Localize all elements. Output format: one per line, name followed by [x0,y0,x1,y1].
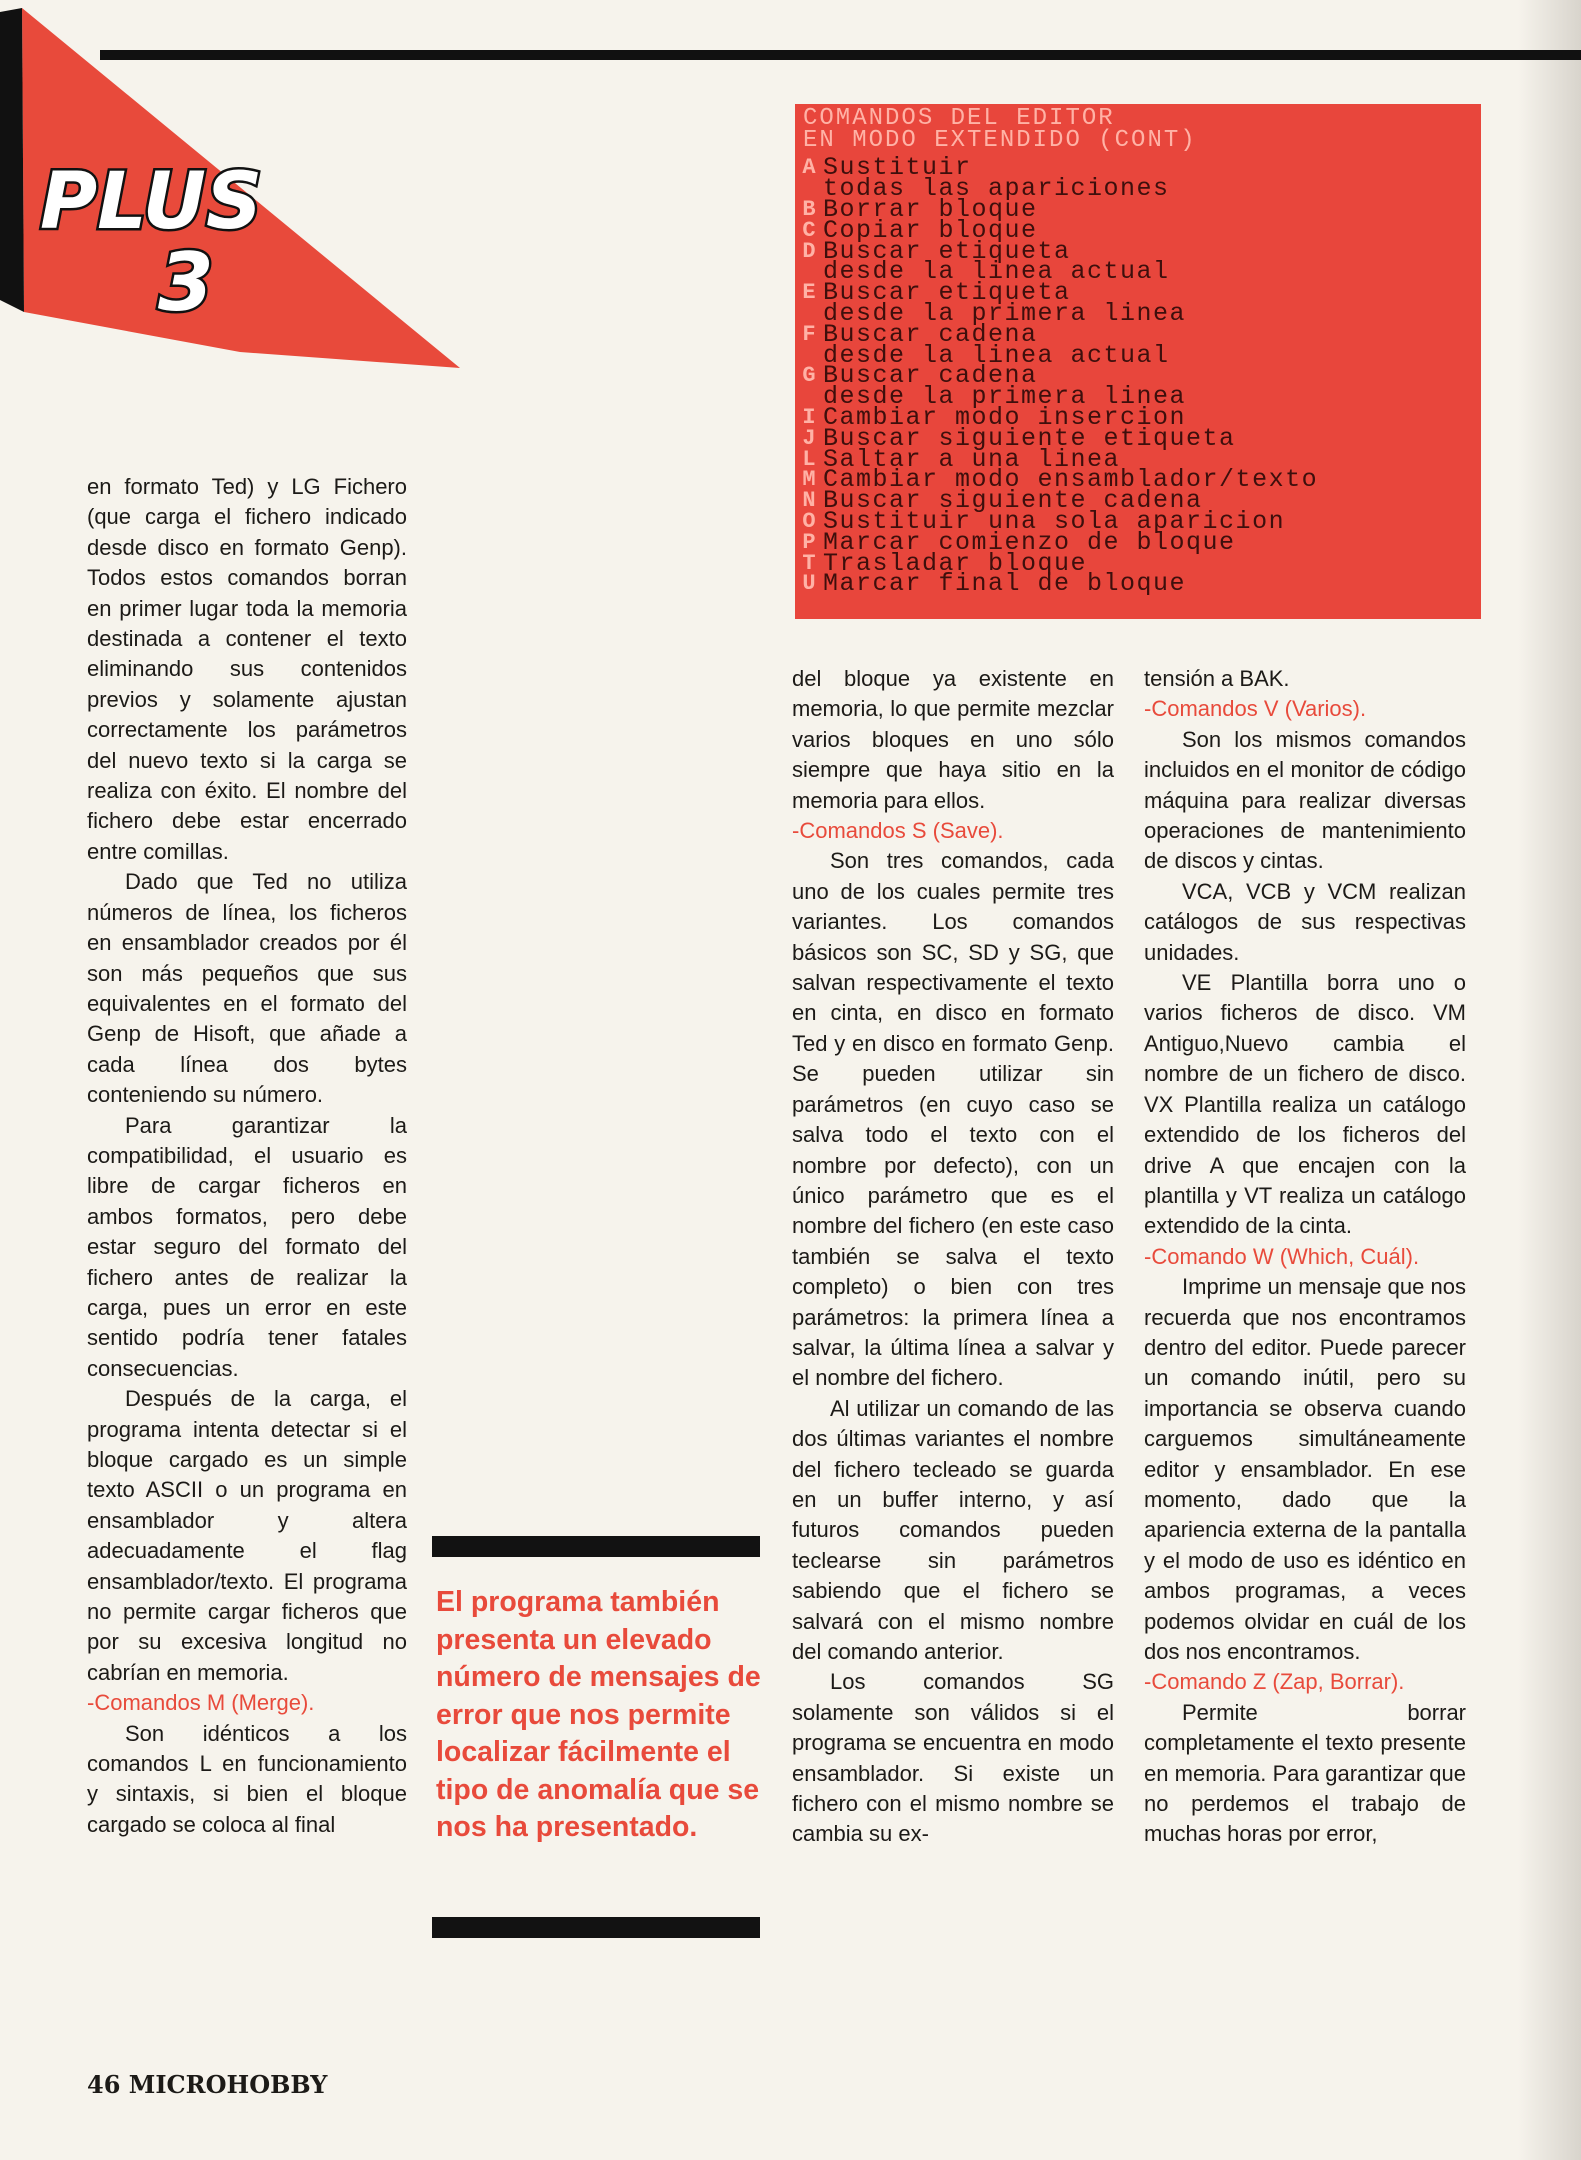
screen-line-text: Marcar comienzo de bloque [823,527,1236,557]
col3-paragraph-3: Al utilizar un comando de las dos últimas variantes el nombre del fichero tecleado se guarda en un buffer interno, y así futuros comandos pueden teclearse sin parámetros sabiendo que el fichero se salvará con el mismo nombre del comando anterior. [792,1395,1114,1664]
screen-line-text: Buscar cadena [823,319,1038,349]
col4-paragraph-2: Son los mismos comandos incluidos en el monitor de código máquina para realizar diversas operaciones de mantenimiento de discos y cintas. [1144,726,1466,874]
column-3 [792,664,1114,1850]
screen-line-key: D [802,238,816,264]
screen-line-text: Buscar etiqueta [823,278,1071,308]
col1-paragraph-3: Para garantizar la compatibilidad, el usuario es libre de cargar ficheros en ambos formatos, pero debe estar seguro del formato del fichero antes de realizar la carga, pues un error en este sentido podría tener fatales consecuencias. [87,1112,407,1381]
column-1 [87,472,407,1840]
screen-line-key: I [802,404,816,430]
col4-paragraph-6: Permite borrar completamente el texto presente en memoria. Para garantizar que no perdemos el trabajo de muchas horas por error, [1144,1699,1466,1847]
screen-line-text: Marcar final de bloque [823,569,1187,599]
col4-paragraph-4: VE Plantilla borra uno o varios ficheros de disco. VM Antiguo,Nuevo cambia el nombre de un fichero de disco. VX Plantilla realiza un catálogo extendido de los ficheros del drive A que encajen con la plantilla y VT realiza un catálogo extendido de la cinta. [1144,970,1466,1239]
logo-plus-text: PLUS [40,157,263,247]
col1-paragraph-5: Son idénticos a los comandos L en funcionamiento y sintaxis, si bien el bloque cargado se coloca al final [87,1720,407,1837]
screen-line-key: F [802,321,816,347]
pull-quote: El programa también presenta un elevado número de mensajes de error que nos permite localizar fácilmente el tipo de anomalía que se nos ha presentado. [436,1586,761,1843]
col1-paragraph-1: en formato Ted) y LG Fichero (que carga el fichero indicado desde disco en formato Genp). Todos estos comandos borran en primer lugar toda la memoria destinada a contener el texto eliminando sus contenidos previos y solamente ajustan correctamente los parámetros del nuevo texto si la carga se realiza con éxito. El nombre del fichero debe estar encerrado entre comillas. [87,474,407,864]
pullquote-top-bar [432,1536,760,1557]
screen-line-text: Saltar a una linea [823,444,1121,474]
screen-line-text: desde la linea actual [823,340,1170,370]
screen-header [795,104,1481,152]
screen-line-key: J [802,425,816,451]
page-number: 46 [87,2070,121,2099]
screen-line-text: desde la linea actual [823,257,1170,287]
screen-line-text: Buscar cadena [823,361,1038,391]
col4-paragraph-5: Imprime un mensaje que nos recuerda que nos encontramos dentro del editor. Puede parecer un comando inútil, pero su importancia se observa cuando carguemos simultáneamente editor y ensamblador. En ese momento, dado que la apariencia externa de la pantalla y el modo de uso es idéntico en ambos programas, a veces podemos olvidar en cuál de los dos nos encontramos. [1144,1274,1466,1664]
col3-paragraph-4: Los comandos SG solamente son válidos si el programa se encuentra en modo ensamblador. Si existe un fichero con el mismo nombre se cambia su ex- [792,1669,1114,1847]
screen-line-key: P [802,529,816,555]
plus3-logo [0,0,480,380]
screen-line-text: todas las apariciones [823,174,1170,204]
column-4 [1144,664,1466,1850]
screen-line-key: G [802,363,816,389]
screen-line-text: Sustituir [823,153,972,183]
screen-line-text: Cambiar modo insercion [823,402,1187,432]
section-heading-save: -Comandos S (Save). [792,818,1004,844]
section-heading-zap: -Comando Z (Zap, Borrar). [1144,1669,1405,1695]
editor-screenshot [795,104,1481,619]
screen-header-line-1: COMANDOS DEL EDITOR [803,105,1115,132]
screen-line-key: A [802,155,816,181]
screen-line-text: Borrar bloque [823,194,1038,224]
screen-line-key: E [802,280,816,306]
col3-paragraph-2: Son tres comandos, cada uno de los cuales permite tres variantes. Los comandos básicos son SC, SD y SG, que salvan respectivamente el texto en cinta, en disco en formato Ted y en disco en formato Genp. Se pueden utilizar sin parámetros (en cuyo caso se salva todo el texto con el nombre por defecto), con un único parámetro que es el nombre del fichero (en este caso también se salva el texto completo) o bien con tres parámetros: la primera línea a salvar, la última línea a salvar y el nombre del fichero. [792,848,1114,1391]
section-heading-which: -Comando W (Which, Cuál). [1144,1243,1420,1269]
pullquote-bottom-bar [432,1917,760,1938]
screen-line-key: N [802,488,816,514]
page-gutter-shadow [1518,0,1581,2160]
screen-header-line-2: EN MODO EXTENDIDO (CONT) [803,127,1197,154]
screen-line-text: desde la primera linea [823,298,1187,328]
screen-command-list [795,152,1481,599]
screen-line-text: Copiar bloque [823,215,1038,245]
col1-paragraph-4: Después de la carga, el programa intenta detectar si el bloque cargado es un simple texto ASCII o un programa en ensamblador y altera adecuadamente el flag ensamblador/texto. El programa no permite cargar ficheros que por su excesiva longitud no cabrían en memoria. [87,1386,407,1685]
screen-line-text: Buscar siguiente cadena [823,486,1203,516]
page-footer [87,2070,327,2099]
screen-line [795,569,1481,599]
screen-line-key: L [802,446,816,472]
screen-line-key: B [802,196,816,222]
screen-line-text: Buscar etiqueta [823,236,1071,266]
section-heading-merge: -Comandos M (Merge). [87,1690,315,1716]
screen-line-text: Cambiar modo ensamblador/texto [823,465,1319,495]
col3-paragraph-1: del bloque ya existente en memoria, lo que permite mezclar varios bloques en uno sólo siempre que haya sitio en la memoria para ellos. [792,666,1114,813]
col4-paragraph-1: tensión a BAK. [1144,666,1290,691]
logo-black-edge [0,8,24,312]
section-heading-varios: -Comandos V (Varios). [1144,696,1367,722]
screen-line-text: Buscar siguiente etiqueta [823,423,1236,453]
magazine-name: MICROHOBBY [128,2070,328,2099]
screen-line-key: U [802,571,816,597]
screen-line-text: Sustituir una sola aparicion [823,506,1286,536]
screen-line-text: Trasladar bloque [823,548,1088,578]
screen-line-key: C [802,217,816,243]
screen-line-text: desde la primera linea [823,382,1187,412]
screen-line-key: T [802,550,816,576]
screen-line-key: M [802,467,816,493]
col4-paragraph-3: VCA, VCB y VCM realizan catálogos de sus respectivas unidades. [1144,878,1466,965]
col1-paragraph-2: Dado que Ted no utiliza números de línea, los ficheros en ensamblador creados por él son más pequeños que sus equivalentes en el formato del Genp de Hisoft, que añade a cada línea dos bytes conteniendo su número. [87,869,407,1108]
screen-line-key: O [802,508,816,534]
logo-3-text: 3 [158,236,214,329]
